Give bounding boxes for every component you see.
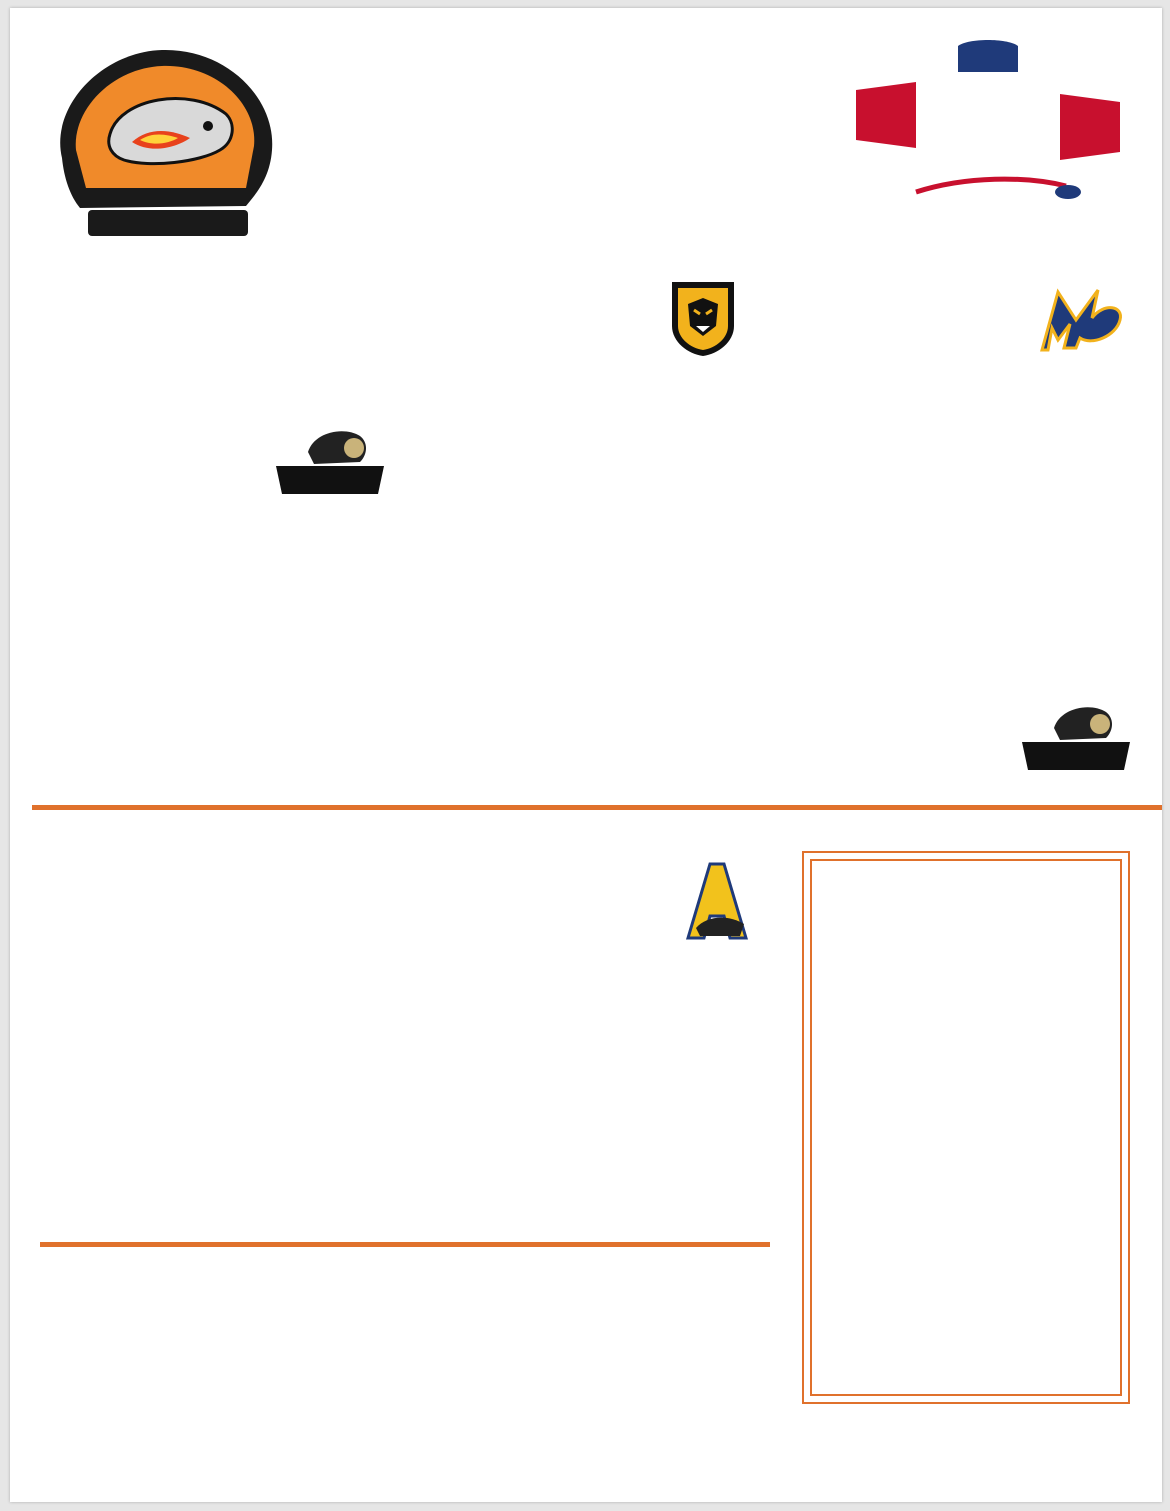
mc-logo	[1036, 280, 1128, 360]
lindenwood-logo-2	[1020, 698, 1132, 776]
divider-bottom	[40, 1242, 770, 1247]
rpi-logo	[274, 868, 346, 932]
info-box-inner	[810, 859, 1122, 1396]
lineup-sheet	[10, 8, 1162, 1502]
dragons-logo	[40, 38, 282, 248]
tigers-logo	[666, 276, 740, 358]
ajhl-60-logo	[846, 36, 1130, 212]
a-logo	[680, 858, 752, 942]
divider-top	[32, 805, 1162, 810]
info-box	[802, 851, 1130, 1404]
lindenwood-logo-1	[274, 422, 386, 500]
